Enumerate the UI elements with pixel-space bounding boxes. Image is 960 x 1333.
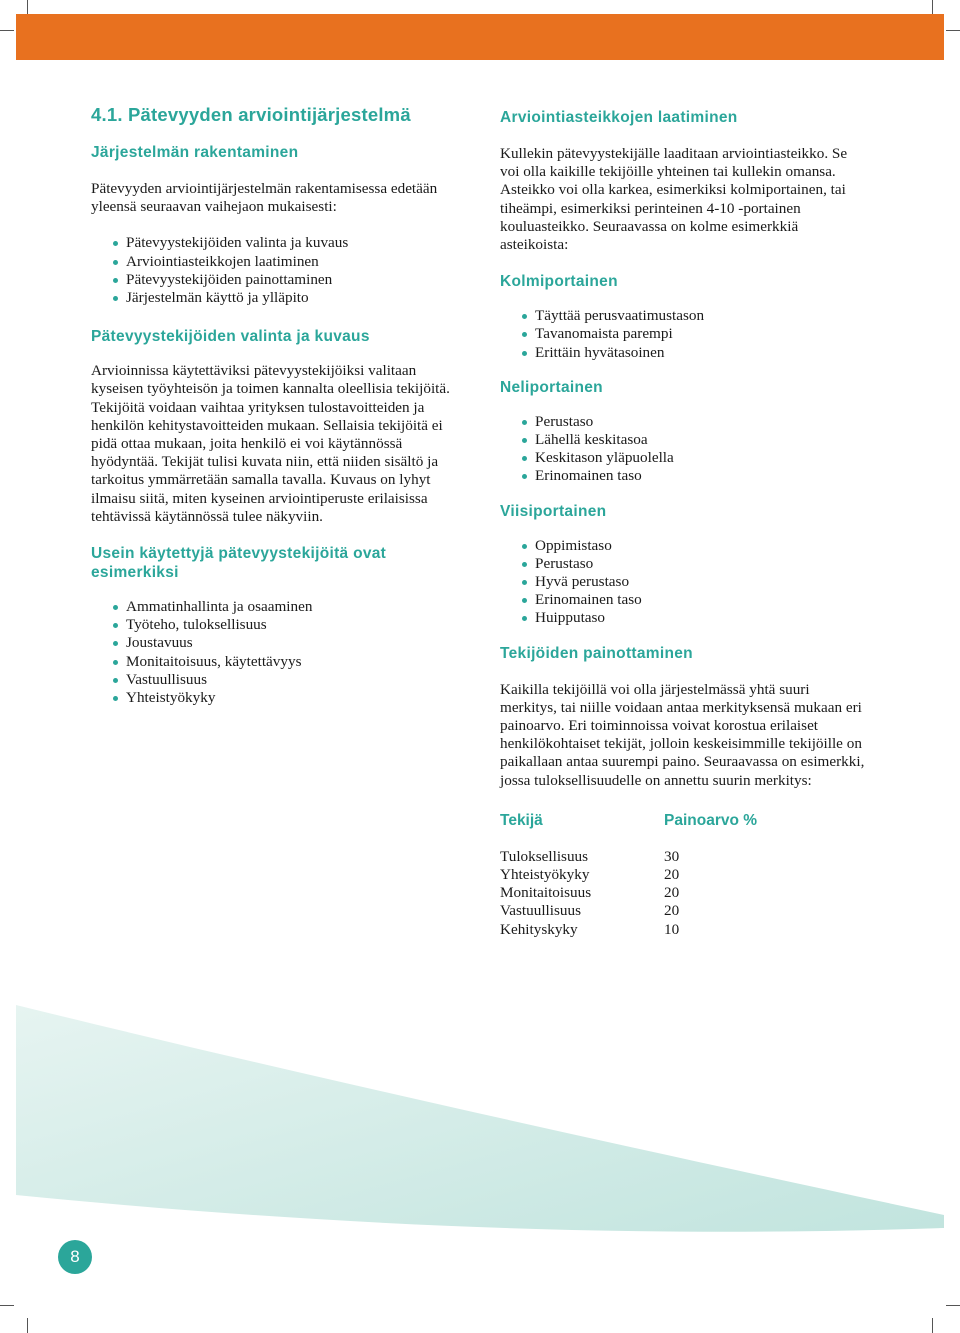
list-item: Vastuullisuus	[91, 671, 463, 689]
factor-cell: Vastuullisuus	[500, 902, 582, 920]
heading-usein-line1: Usein käytettyjä pätevyystekijöitä ovat	[91, 545, 387, 563]
heading-usein	[91, 544, 463, 582]
list-item: Joustavuus	[91, 634, 463, 652]
table-row	[500, 902, 870, 920]
list-item: Huipputaso	[500, 609, 870, 627]
section-title: Pätevyyden arviointijärjestelmä	[128, 104, 411, 125]
weight-cell: 20	[664, 884, 680, 902]
list-item: Lähellä keskitasoa	[500, 431, 870, 449]
column-header-weight: Painoarvo %	[664, 811, 758, 829]
section-number: 4.1.	[91, 104, 123, 125]
section-heading	[91, 104, 463, 126]
table-row	[500, 884, 870, 902]
weight-table	[500, 848, 870, 939]
list-item: Erinomainen taso	[500, 467, 870, 485]
list-item: Täyttää perusvaatimustason	[500, 307, 870, 325]
weight-cell: 30	[664, 847, 680, 865]
table-row	[500, 921, 870, 939]
heading-usein-line2: esimerkiksi	[91, 564, 179, 582]
list-item: Työteho, tuloksellisuus	[91, 616, 463, 634]
neliportainen-list	[500, 413, 870, 486]
heading-valinta: Pätevyystekijöiden valinta ja kuvaus	[91, 328, 370, 346]
list-item: Ammatinhallinta ja osaaminen	[91, 598, 463, 616]
weight-cell: 20	[664, 866, 680, 884]
heading-kolmiportainen: Kolmiportainen	[500, 273, 618, 291]
factor-cell: Kehityskyky	[500, 920, 578, 938]
kolmiportainen-list	[500, 307, 870, 362]
valinta-paragraph: Arvioinnissa käytettäviksi pätevyystekijöiksi valitaan kyseisen työyhteisön ja toimen kannalta oleellisia tekijöitä. Tekijöitä voidaan vaihtaa yrityksen tulostavoitteiden ja henkilön kehitystavoitteiden mukaan. Sellaisia tekijöitä ei pidä ottaa mukaan, joita henkilö ei voi käytännössä hyödyntää. Tekijät tulisi kuvata niin, että niiden sisältö ja tarkoitus ymmärretään samalla tavalla. Kuvaus on lyhyt ilmaisu siitä, miten kyseinen arviointiperuste erilaisissa tehtävissä käytännössä tulee näkyviin.	[91, 362, 450, 525]
list-item: Pätevyystekijöiden painottaminen	[91, 271, 463, 289]
list-item: Perustaso	[500, 555, 870, 573]
factor-cell: Monitaitoisuus	[500, 884, 592, 902]
viisiportainen-list	[500, 537, 870, 628]
asteikot-paragraph: Kullekin pätevyystekijälle laaditaan arviointiasteikko. Se voi olla kaikille tekijöille yhteinen tai kullekin omansa. Asteikko voi olla karkea, esimerkiksi kolmiportainen, tai tiheämpi, esimerkiksi perinteinen 4-10 -portainen kouluasteikko. Seuraavassa on kolme esimerkkiä asteikoista:	[500, 145, 848, 254]
list-item: Perustaso	[500, 413, 870, 431]
list-item: Yhteistyökyky	[91, 689, 463, 707]
phase-list	[91, 234, 463, 307]
list-item: Erittäin hyvätasoinen	[500, 344, 870, 362]
weight-cell: 10	[664, 920, 680, 938]
list-item: Keskitason yläpuolella	[500, 449, 870, 467]
list-item: Järjestelmän käyttö ja ylläpito	[91, 289, 463, 307]
list-item: Erinomainen taso	[500, 591, 870, 609]
weight-table-header	[500, 812, 870, 830]
heading-painottaminen: Tekijöiden painottaminen	[500, 644, 693, 662]
common-factors-list	[91, 598, 463, 707]
heading-asteikot: Arviointiasteikkojen laatiminen	[500, 109, 738, 126]
table-row	[500, 848, 870, 866]
right-column	[500, 104, 870, 939]
list-item: Arviointiasteikkojen laatiminen	[91, 253, 463, 271]
list-item: Hyvä perustaso	[500, 573, 870, 591]
table-row	[500, 866, 870, 884]
column-header-factor: Tekijä	[500, 811, 543, 829]
heading-viisiportainen: Viisiportainen	[500, 502, 607, 520]
list-item: Monitaitoisuus, käytettävyys	[91, 653, 463, 671]
factor-cell: Tuloksellisuus	[500, 847, 589, 865]
list-item: Oppimistaso	[500, 537, 870, 555]
list-item: Pätevyystekijöiden valinta ja kuvaus	[91, 234, 463, 252]
list-item: Tavanomaista parempi	[500, 325, 870, 343]
painotus-paragraph: Kaikilla tekijöillä voi olla järjestelmässä yhtä suuri merkitys, tai niille voidaan antaa merkityksensä mukaan eri painoarvo. Eri toiminnoissa voivat korostua erilaiset henkilökohtaiset tekijät, jolloin keskeisimmille tekijöille on paikallaan antaa suurempi paino. Seuraavassa on esimerkki, jossa tuloksellisuudelle on annettu suurin merkitys:	[500, 680, 865, 789]
factor-cell: Yhteistyökyky	[500, 866, 590, 884]
intro-paragraph: Pätevyyden arviointijärjestelmän rakentamisessa edetään yleensä seuraavan vaihejaon mukaisesti:	[91, 180, 438, 216]
weight-cell: 20	[664, 902, 680, 920]
heading-rakentaminen: Järjestelmän rakentaminen	[91, 144, 299, 161]
left-column	[91, 104, 463, 707]
page-number-badge: 8	[58, 1240, 92, 1274]
heading-neliportainen: Neliportainen	[500, 378, 603, 396]
